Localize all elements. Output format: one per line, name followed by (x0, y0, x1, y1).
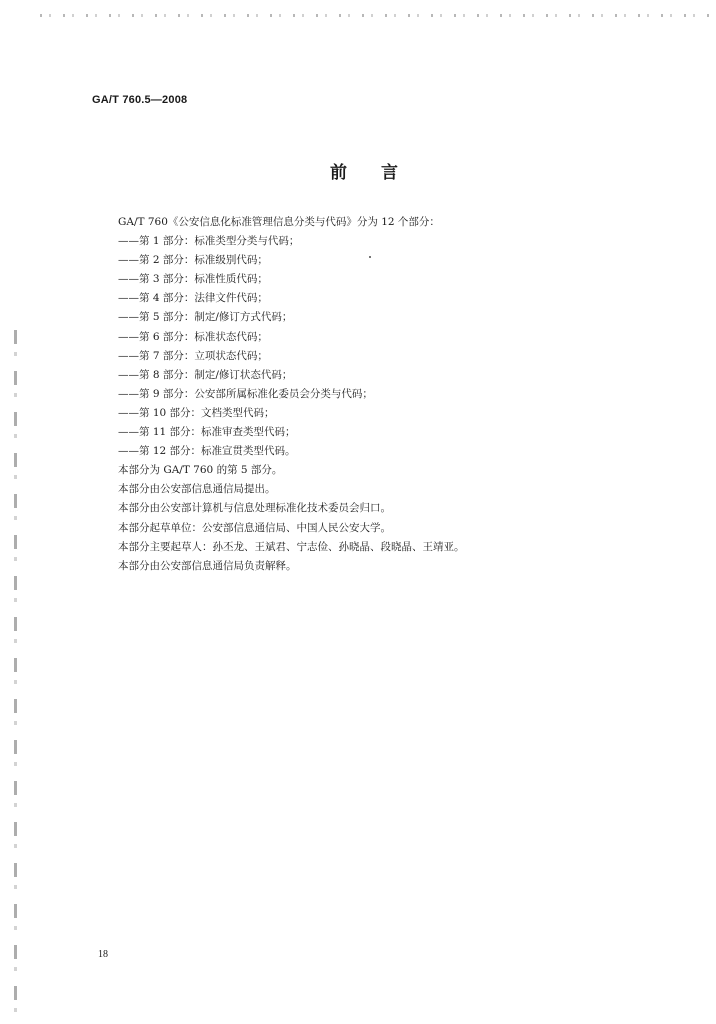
document-code: GA/T 760.5—2008 (92, 94, 188, 106)
statement-paragraph: 本部分主要起草人：孙丕龙、王斌君、宁志俭、孙晓晶、段晓晶、王靖亚。 (118, 540, 465, 553)
part-list-item: ——第 1 部分：标准类型分类与代码； (118, 235, 300, 248)
part-list-item: ——第 8 部分：制定/修订状态代码； (118, 368, 293, 381)
section-heading: 前言 (330, 163, 432, 183)
part-list-item: ——第 5 部分：制定/修订方式代码； (118, 311, 293, 324)
part-list-item: ——第 4 部分：法律文件代码； (118, 292, 268, 305)
part-list-item: ——第 12 部分：标准宣贯类型代码。 (118, 445, 296, 458)
part-list-item: ——第 2 部分：标准级别代码； (118, 254, 268, 267)
page-number: 18 (98, 949, 108, 960)
foreword-body (118, 213, 678, 576)
statement-paragraph: 本部分起草单位：公安部信息通信局、中国人民公安大学。 (118, 521, 391, 534)
statement-paragraph: 本部分由公安部信息通信局负责解释。 (118, 559, 297, 572)
scan-artifact-left (14, 330, 17, 1020)
part-list-item: ——第 9 部分：公安部所属标准化委员会分类与代码； (118, 387, 373, 400)
part-list-item: ——第 11 部分：标准审查类型代码； (118, 426, 296, 439)
statement-paragraph: 本部分由公安部信息通信局提出。 (118, 483, 276, 496)
intro-paragraph: GA/T 760《公安信息化标准管理信息分类与代码》分为 12 个部分： (118, 216, 440, 228)
statement-paragraph: 本部分为 GA/T 760 的第 5 部分。 (118, 464, 283, 477)
part-list-item: ——第 10 部分：文档类型代码； (118, 406, 275, 419)
part-list-item: ——第 3 部分：标准性质代码； (118, 273, 268, 286)
statement-paragraph: 本部分由公安部计算机与信息处理标准化技术委员会归口。 (118, 502, 391, 515)
part-list-item: ——第 6 部分：标准状态代码； (118, 330, 268, 343)
part-list-item: ——第 7 部分：立项状态代码； (118, 349, 268, 362)
scan-artifact-top (40, 14, 710, 17)
